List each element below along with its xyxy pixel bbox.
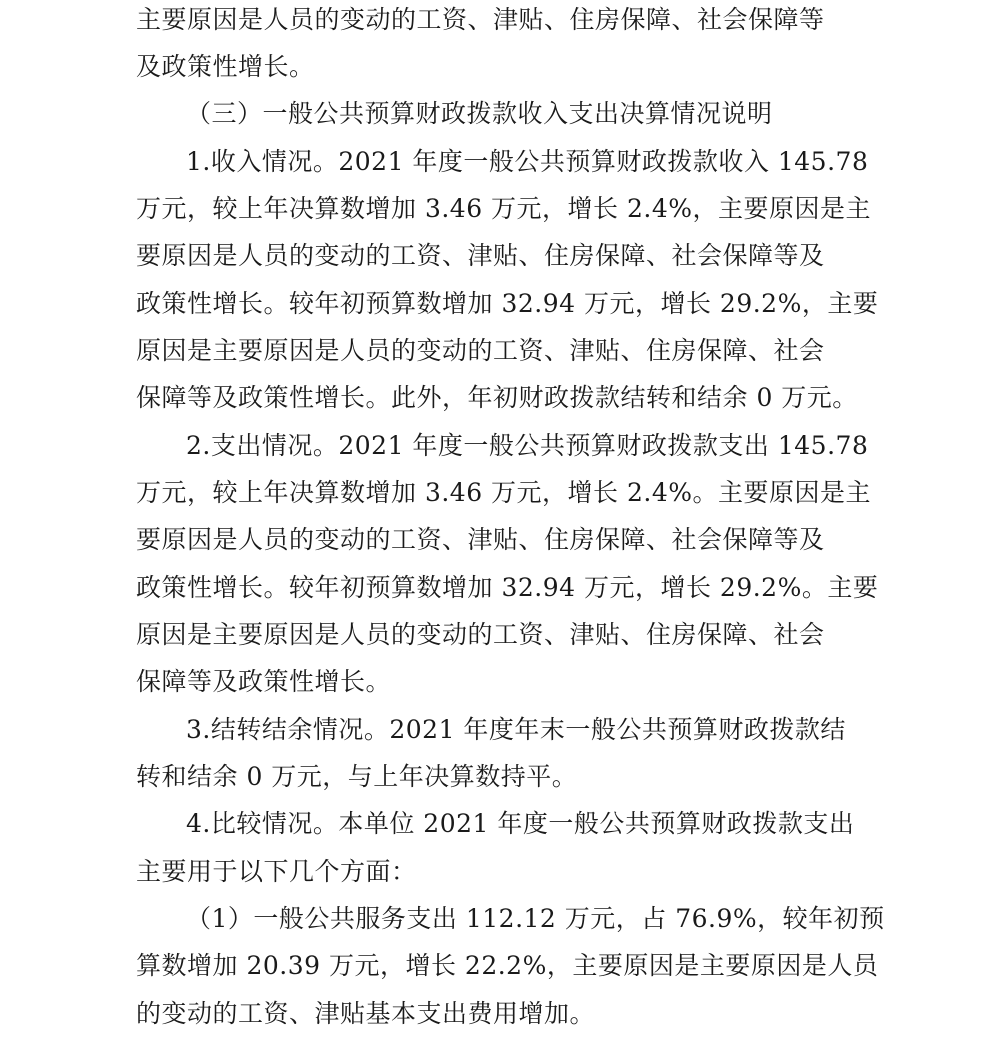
text-line: 转和结余 0 万元，与上年决算数持平。 xyxy=(136,762,578,791)
text-line: 保障等及政策性增长。 xyxy=(136,667,392,696)
text-line: 万元，较上年决算数增加 3.46 万元，增长 2.4%。主要原因是主 xyxy=(136,478,872,507)
text-line: 万元，较上年决算数增加 3.46 万元，增长 2.4%，主要原因是主 xyxy=(136,194,872,223)
text-line: 要原因是人员的变动的工资、津贴、住房保障、社会保障等及 xyxy=(136,525,825,554)
text-line: 政策性增长。较年初预算数增加 32.94 万元，增长 29.2%。主要 xyxy=(136,573,879,602)
text-line: 主要用于以下几个方面： xyxy=(136,857,417,886)
paragraph-start-item-1: （1）一般公共服务支出 112.12 万元，占 76.9%，较年初预 xyxy=(186,904,885,933)
text-line: 要原因是人员的变动的工资、津贴、住房保障、社会保障等及 xyxy=(136,241,825,270)
section-heading: （三）一般公共预算财政拨款收入支出决算情况说明 xyxy=(186,99,773,128)
text-line: 保障等及政策性增长。此外，年初财政拨款结转和结余 0 万元。 xyxy=(136,383,858,412)
text-line: 原因是主要原因是人员的变动的工资、津贴、住房保障、社会 xyxy=(136,620,825,649)
text-line: 及政策性增长。 xyxy=(136,52,315,81)
paragraph-start-comparison: 4.比较情况。本单位 2021 年度一般公共预算财政拨款支出 xyxy=(186,809,855,838)
paragraph-start-expenditure: 2.支出情况。2021 年度一般公共预算财政拨款支出 145.78 xyxy=(186,431,869,460)
text-line: 政策性增长。较年初预算数增加 32.94 万元，增长 29.2%，主要 xyxy=(136,289,879,318)
paragraph-start-income: 1.收入情况。2021 年度一般公共预算财政拨款收入 145.78 xyxy=(186,147,869,176)
paragraph-start-carryover: 3.结转结余情况。2021 年度年末一般公共预算财政拨款结 xyxy=(186,715,846,744)
text-line: 算数增加 20.39 万元，增长 22.2%，主要原因是主要原因是人员 xyxy=(136,951,879,980)
text-line: 原因是主要原因是人员的变动的工资、津贴、住房保障、社会 xyxy=(136,336,825,365)
text-line: 主要原因是人员的变动的工资、津贴、住房保障、社会保障等 xyxy=(136,5,825,34)
text-line: 的变动的工资、津贴基本支出费用增加。 xyxy=(136,999,596,1028)
